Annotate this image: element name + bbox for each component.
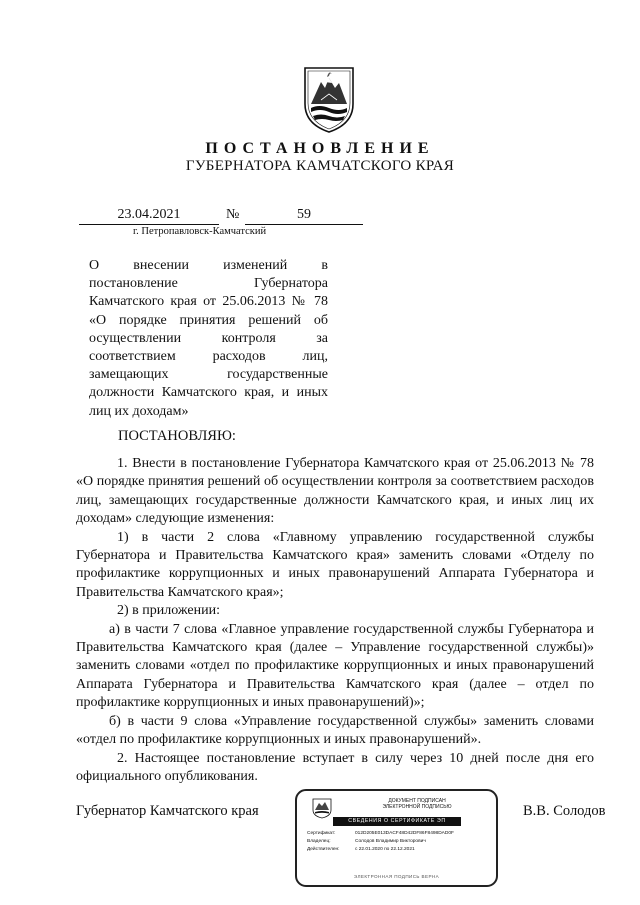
stamp-row-value: с 22.01.2020 по 22.12.2021 xyxy=(355,847,415,852)
stamp-row-validity xyxy=(307,847,415,853)
stamp-heading-line-2: ЭЛЕКТРОННОЙ ПОДПИСЬЮ xyxy=(382,804,452,810)
stamp-heading-line-1: ДОКУМЕНТ ПОДПИСАН xyxy=(388,798,446,804)
paragraph-1-2-a: а) в части 7 слова «Главное управление государственной службы Губернатора и Правительства Камчатского края (далее – Управление государственной службы)» заменить словами «отдел по профилактике коррупционных и иных правонарушений Аппарата Губернатора и Правительства Камчатского края (далее – отдел по профилактике коррупционных и иных правонарушений)»; xyxy=(76,621,594,711)
document-number: 59 xyxy=(245,206,363,225)
number-sign: № xyxy=(226,207,240,222)
electronic-signature-stamp xyxy=(295,789,498,887)
stamp-emblem-icon xyxy=(311,797,333,819)
stamp-row-key: Владелец: xyxy=(307,839,331,844)
stamp-row-key: Действителен: xyxy=(307,847,340,852)
stamp-heading xyxy=(347,798,487,810)
stamp-row-value: Солодов Владимир Викторович xyxy=(355,839,426,844)
document-subject: О внесении изменений в постановление Губернатора Камчатского края от 25.06.2013 № 78 «О порядке принятия решений об осуществлении контроля за соответствием расходов лиц, замещающих государственные должности Камчатского края, и иных лиц их доходам» xyxy=(89,258,328,419)
document-issuer: ГУБЕРНАТОРА КАМЧАТСКОГО КРАЯ xyxy=(185,158,455,174)
stamp-row-value: 012D205E013DACF48D42DF86F8498DAD0F xyxy=(355,831,454,836)
stamp-row-certificate xyxy=(307,831,454,837)
kamchatka-emblem xyxy=(299,64,359,134)
document-date: 23.04.2021 xyxy=(79,206,219,225)
decree-word: ПОСТАНОВЛЯЮ: xyxy=(118,428,236,444)
paragraph-1-1: 1) в части 2 слова «Главному управлению государственной службы Губернатора и Правительства Камчатского края» заменить словами «Отделу по профилактике коррупционных и иных правонарушений Аппарата Губернатора и Правительства Камчатского края»; xyxy=(76,529,594,600)
paragraph-2: 2. Настоящее постановление вступает в силу через 10 дней после дня его официального опубликования. xyxy=(76,750,594,784)
stamp-footer: ЭЛЕКТРОННАЯ ПОДПИСЬ ВЕРНА xyxy=(353,874,440,879)
stamp-row-owner xyxy=(307,839,426,845)
signatory-position: Губернатор Камчатского края xyxy=(76,803,259,819)
paragraph-1-2: 2) в приложении: xyxy=(117,603,220,619)
stamp-row-key: Сертификат: xyxy=(307,831,336,836)
document-body xyxy=(76,455,594,786)
document-city: г. Петропавловск-Камчатский xyxy=(133,226,267,237)
signatory-name: В.В. Солодов xyxy=(523,803,606,819)
document-title: ПОСТАНОВЛЕНИЕ xyxy=(205,140,435,157)
paragraph-1: 1. Внести в постановление Губернатора Камчатского края от 25.06.2013 № 78 «О порядке принятия решений об осуществлении контроля за соответствием расходов лиц, замещающих государственные должности Камчатского края, и иных лиц их доходам» следующие изменения: xyxy=(76,456,594,527)
paragraph-1-2-b: б) в части 9 слова «Управление государственной службы» заменить словами «отдел по профилактике коррупционных и иных правонарушений». xyxy=(76,713,594,748)
certificate-banner: СВЕДЕНИЯ О СЕРТИФИКАТЕ ЭП xyxy=(333,817,461,826)
